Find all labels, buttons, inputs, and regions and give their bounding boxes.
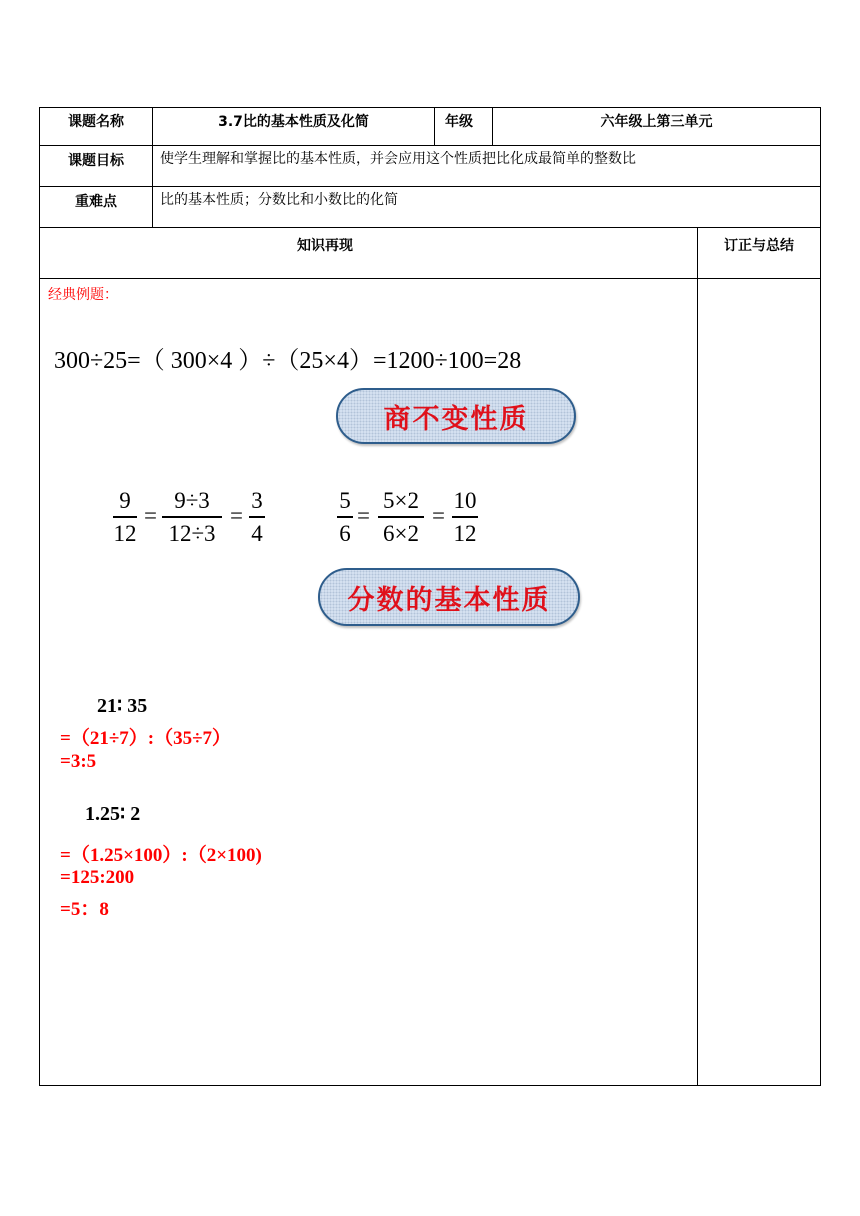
denominator: 6 bbox=[339, 520, 351, 546]
row-divider-4 bbox=[39, 278, 821, 279]
denominator: 12 bbox=[453, 520, 477, 546]
equals-sign: = bbox=[144, 503, 157, 528]
fraction-bar bbox=[162, 516, 222, 518]
topic-label: 课题名称 bbox=[68, 114, 124, 130]
fraction-5x2-6x2 bbox=[378, 487, 424, 547]
ratio-1.25-2: 1.25∶ 2 bbox=[85, 803, 141, 825]
fraction-bar bbox=[337, 516, 353, 518]
knowledge-review-header: 知识再现 bbox=[297, 238, 353, 254]
example-label: 经典例题： bbox=[48, 287, 118, 303]
table-border-right bbox=[820, 107, 821, 1086]
numerator: 10 bbox=[453, 488, 477, 513]
numerator: 9÷3 bbox=[174, 488, 210, 513]
grade-value: 六年级上第三单元 bbox=[600, 114, 713, 130]
ratio2-step2: =125:200 bbox=[60, 867, 135, 888]
fraction-bar bbox=[249, 516, 265, 518]
grade-label: 年级 bbox=[445, 114, 473, 130]
numerator: 9 bbox=[119, 488, 131, 513]
goal-value: 使学生理解和掌握比的基本性质，并会应用这个性质把比化成最简单的整数比 bbox=[160, 151, 636, 167]
key-points-value: 比的基本性质；分数比和小数比的化简 bbox=[160, 192, 398, 208]
numerator: 3 bbox=[251, 488, 263, 513]
quotient-equation: 300÷25=（ 300×4 ）÷（25×4）=1200÷100=28 bbox=[54, 348, 522, 374]
fraction-property-badge bbox=[318, 568, 580, 626]
fraction-3-4 bbox=[249, 487, 265, 547]
fraction-10-12 bbox=[452, 487, 478, 547]
topic-value: 3.7比的基本性质及化简 bbox=[218, 114, 369, 130]
fraction-bar bbox=[113, 516, 137, 518]
fraction-property-text: 分数的基本性质 bbox=[347, 584, 551, 616]
denominator: 12÷3 bbox=[168, 520, 216, 546]
equals-sign: = bbox=[432, 503, 445, 528]
numerator: 5×2 bbox=[383, 488, 419, 513]
quotient-property-text: 商不变性质 bbox=[383, 403, 529, 435]
equals-sign: = bbox=[230, 503, 243, 528]
ratio-21-35: 21∶ 35 bbox=[97, 695, 148, 717]
ratio1-step1: =（21÷7）:（35÷7） bbox=[60, 728, 232, 749]
ratio1-step2: =3:5 bbox=[60, 751, 97, 772]
fraction-bar bbox=[378, 516, 424, 518]
denominator: 6×2 bbox=[383, 520, 419, 546]
fraction-9-12 bbox=[113, 487, 137, 547]
denominator: 4 bbox=[251, 520, 263, 546]
numerator: 5 bbox=[339, 488, 351, 513]
denominator: 12 bbox=[113, 520, 137, 546]
correction-summary-header: 订正与总结 bbox=[724, 238, 794, 254]
correction-column-divider bbox=[697, 227, 698, 1086]
table-border-bottom bbox=[39, 1085, 821, 1086]
quotient-property-badge bbox=[336, 388, 576, 444]
ratio2-step1: =（1.25×100）:（2×100) bbox=[60, 845, 262, 866]
goal-label: 课题目标 bbox=[68, 153, 124, 169]
equals-sign: = bbox=[357, 503, 370, 528]
key-points-label: 重难点 bbox=[75, 194, 117, 210]
ratio2-step3: =5：8 bbox=[60, 899, 109, 920]
fraction-9div3-12div3 bbox=[162, 487, 222, 547]
fraction-bar bbox=[452, 516, 478, 518]
fraction-5-6 bbox=[337, 487, 353, 547]
